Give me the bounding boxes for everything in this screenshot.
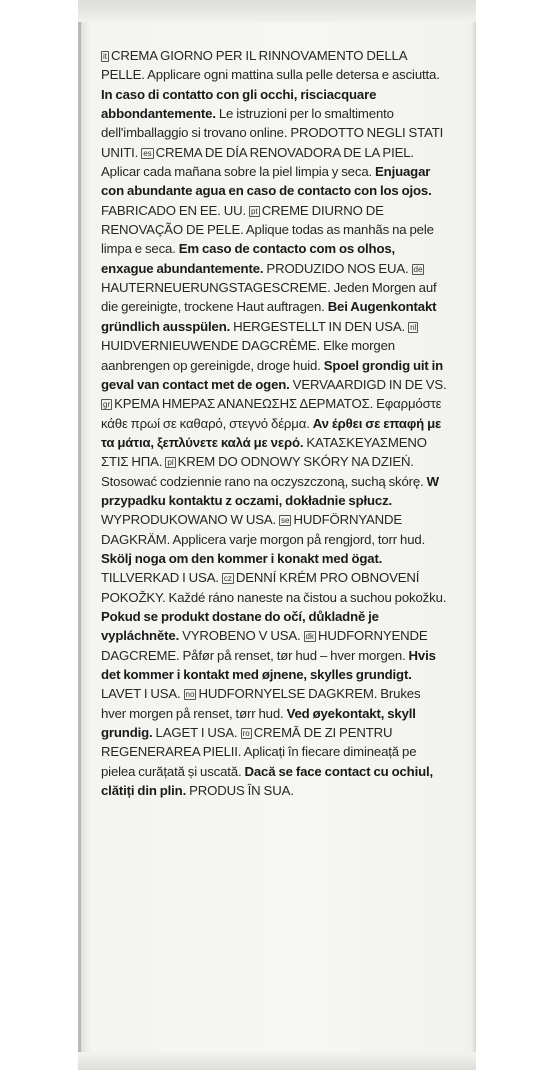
language-code-badge: de (413, 264, 423, 274)
section-it (101, 48, 443, 160)
usage-text: Brukes hver morgen på renset, tørr hud. (101, 686, 421, 721)
warning-text: Skölj noga om den kommer i konakt med ögat. (101, 550, 383, 566)
origin-text: VERVAARDIGD IN DE VS. (289, 376, 447, 392)
warning-text: Em caso de contacto com os olhos, enxague abundantemente. (101, 241, 396, 276)
origin-text: LAVET I USA. (101, 686, 181, 702)
origin-text: TILLVERKAD I USA. (101, 570, 219, 586)
box-top-edge (78, 0, 476, 22)
usage-text: Applicare ogni mattina sulla pelle detersa e asciutta. (144, 67, 440, 83)
box-right-edge (472, 0, 476, 1070)
language-code-badge: pt (251, 206, 258, 216)
product-name: CREMA DE DÍA RENOVADORA DE LA PIEL. (155, 144, 414, 160)
usage-text: Aplicar cada mañana sobre la piel limpia y seca. (101, 164, 376, 180)
origin-text: PRODUZIDO NOS EUA. (263, 260, 409, 276)
warning-text: Enjuagar con abundante agua en caso de contacto con los ojos. (101, 164, 432, 199)
warning-text: Pokud se produkt dostane do očí, důkladně je vypláchněte. (101, 608, 379, 644)
multilingual-label-text (101, 46, 447, 800)
usage-text: Aplicați în fiecare dimineață pe pielea curățată și uscată. (101, 744, 417, 779)
warning-text: Spoel grondig uit in geval van contact met de ogen. (101, 357, 444, 392)
box-bottom-edge (78, 1052, 476, 1070)
warning-text: Ved øyekontakt, skyll grundig. (101, 705, 416, 741)
product-name: HAUTERNEUERUNGSTAGESCREME. (101, 280, 331, 296)
usage-text: Applicera varje morgon på rengjord, torr hud. (170, 531, 426, 547)
usage-text: Påfør på renset, tør hud – hver morgen. (179, 647, 409, 663)
product-name: HUDFORNYENDE DAGCREME. (101, 628, 428, 663)
origin-text: WYPRODUKOWANO W USA. (101, 512, 277, 528)
language-code-badge: es (143, 148, 152, 158)
language-code-badge: no (185, 690, 195, 700)
language-code-badge: gr (103, 400, 111, 410)
language-code-badge: pl (167, 458, 174, 468)
product-name: ΚΡΕΜΑ ΗΜΕΡΑΣ ΑΝΑΝΕΩΣΗΣ ΔΕΡΜΑΤΟΣ. (114, 396, 374, 412)
box-left-edge (78, 0, 81, 1070)
product-name: CREME DIURNO DE RENOVAÇÃO DE PELE. (101, 202, 384, 238)
usage-text: Εφαρμόστε κάθε πρωί σε καθαρό, στεγνό δέρμα. (101, 396, 442, 431)
origin-text: ΚΑΤΑΣΚΕΥΑΣΜΕΝΟ ΣΤΙΣ ΗΠΑ. (101, 434, 427, 470)
origin-text: VYROBENO V USA. (179, 628, 301, 644)
language-code-badge: ro (242, 729, 250, 739)
warning-text: Hvis det kommer i kontakt med øjnene, skylles grundigt. (101, 647, 436, 682)
origin-text: Le istruzioni per lo smaltimento dell'imballaggio si trovano online. PRODOTTO NEGLI STATI UNITI. (101, 106, 444, 160)
warning-text: Dacă se face contact cu ochiul, clătiți din plin. (101, 763, 434, 799)
warning-text: W przypadku kontaktu z oczami, dokładnie spłucz. (101, 473, 439, 508)
product-name: CREMĂ DE ZI PENTRU REGENERAREA PIELII. (101, 725, 393, 760)
language-code-badge: dk (305, 632, 314, 642)
product-name: HUDFORNYELSE DAGKREM. (198, 686, 378, 702)
product-name: HUDFÖRNYANDE DAGKRÄM. (101, 512, 403, 547)
product-name: KREM DO ODNOWY SKÓRY NA DZIEŃ. (177, 454, 414, 470)
product-name: HUIDVERNIEUWENDE DAGCRÈME. (101, 338, 321, 354)
usage-text: Stosować codziennie rano na oczyszczoną, suchą skórę. (101, 473, 427, 489)
language-code-badge: it (103, 52, 107, 61)
product-name: CREMA GIORNO PER IL RINNOVAMENTO DELLA PELLE. (101, 48, 407, 83)
origin-text: PRODUS ÎN SUA. (186, 783, 294, 799)
usage-text: Aplique todas as manhãs na pele limpa e seca. (101, 222, 434, 257)
origin-text: FABRICADO EN EE. UU. (101, 202, 246, 218)
product-name: DENNÍ KRÉM PRO OBNOVENÍ POKOŽKY. (101, 570, 420, 605)
warning-text: In caso di contatto con gli occhi, risciacquare abbondantemente. (101, 86, 377, 122)
usage-text: Elke morgen aanbrengen op gereinigde, droge huid. (101, 338, 395, 373)
origin-text: HERGESTELLT IN DEN USA. (230, 318, 406, 334)
usage-text: Každé ráno naneste na čistou a suchou pokožku. (165, 589, 447, 605)
language-code-badge: se (281, 516, 290, 526)
warning-text: Bei Augenkontakt gründlich ausspülen. (101, 299, 437, 334)
warning-text: Αν έρθει σε επαφή με τα μάτια, ξεπλύνετε καλά με νερό. (101, 415, 442, 450)
language-code-badge: nl (410, 322, 417, 332)
origin-text: LAGET I USA. (152, 725, 238, 741)
usage-text: Jeden Morgen auf die gereinigte, trockene Haut auftragen. (101, 280, 437, 315)
language-code-badge: cz (223, 574, 232, 584)
